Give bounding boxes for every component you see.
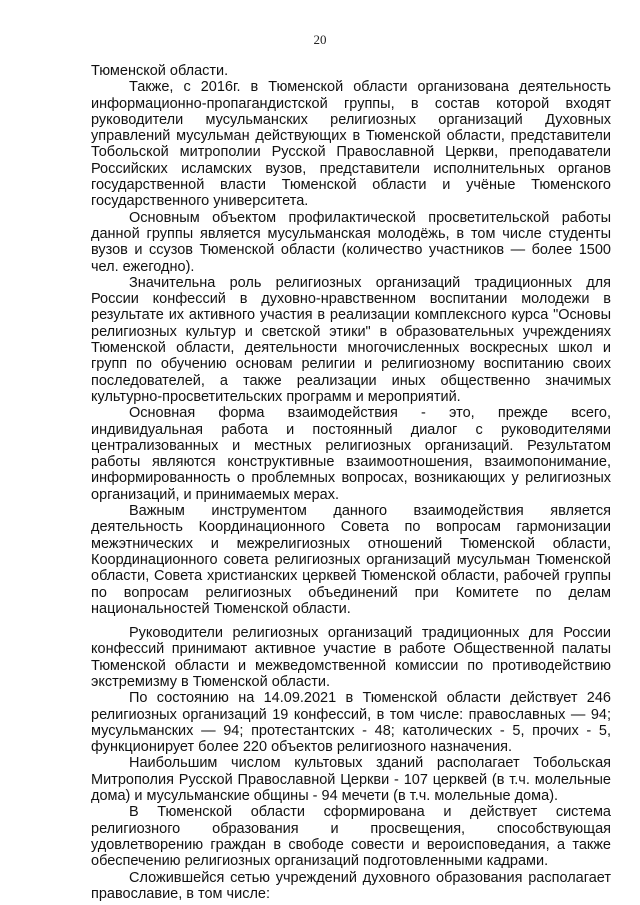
paragraph-statistics: По состоянию на 14.09.2021 в Тюменской области действует 246 религиозных организаций 19 конфессий, в том числе: православных — 94; мусульманских — 94; протестантских - 48; католических - 5, прочих - 5, функционирует более 220 объектов религиозного назначения. [91,690,611,756]
paragraph-education-system: В Тюменской области сформирована и действует система религиозного образования и просвещения, способствующая удовлетворению граждан в свободе совести и вероисповедания, а также обеспечению религиозных организаций подготовленными кадрами. [91,804,611,870]
paragraph-info-group: Также, с 2016г. в Тюменской области организована деятельность информационно-пропагандистской группы, в состав которой входят руководители мусульманских религиозных организаций Духовных управлений мусульман действующих в Тюменской области, представители Тобольской митрополии Русской Православной Церкви, преподаватели Российских исламских вузов, представители исполнительных органов государственной власти Тюменской области и учёные Тюменского государственного университета. [91,79,611,210]
paragraph-target-audience: Основным объектом профилактической просветительской работы данной группы является мусульманская молодёжь, в том числе студенты вузов и ссузов Тюменской области (количество участников — более 1500 чел. ежегодно). [91,209,611,275]
paragraph-orthodox-network: Сложившейся сетью учреждений духовного образования располагает православие, в том числе: [91,869,611,902]
paragraph-buildings: Наибольшим числом культовых зданий располагает Тобольская Митрополия Русской Православной Церкви - 107 церквей (в т.ч. молельные дома) и мусульманские общины - 94 мечети (в т.ч. молельные дома). [91,755,611,805]
paragraph-public-chamber: Руководители религиозных организаций традиционных для России конфессий принимают активное участие в работе Общественной палаты Тюменской области и межведомственной комиссии по противодействию экстремизму в Тюменской области. [91,625,611,690]
document-body [91,63,611,902]
paragraph-religious-education-role: Значительна роль религиозных организаций традиционных для России конфессий в духовно-нравственном воспитании молодежи в результате их активного участия в реализации комплексного курса "Основы религиозных культур и светской этики" в образовательных учреждениях Тюменской области, деятельности многочисленных воскресных школ и групп по обучению основам религии и религиозному воспитанию своих последователей, а также реализации иных общественно значимых культурно-просветительских программ и мероприятий. [91,274,611,405]
page-number: 20 [313,32,327,47]
paragraph-coordination-council: Важным инструментом данного взаимодействия является деятельность Координационного Совета по вопросам гармонизации межэтнических и межрелигиозных отношений Тюменской области, Координационного совета религиозных организаций мусульман Тюменской области, Совета христианских церквей Тюменской области, рабочей группы по вопросам религиозных объединений при Комитете по делам национальностей Тюменской области. [91,503,611,617]
paragraph-interaction-form: Основная форма взаимодействия - это, прежде всего, индивидуальная работа и постоянный диалог с руководителями централизованных и местных религиозных организаций. Результатом работы являются конструктивные взаимоотношения, взаимопонимание, информированность о проблемных вопросах, возникающих у религиозных организаций, и принимаемых мерах. [91,405,611,503]
paragraph-continuation: Тюменской области. [91,63,229,79]
